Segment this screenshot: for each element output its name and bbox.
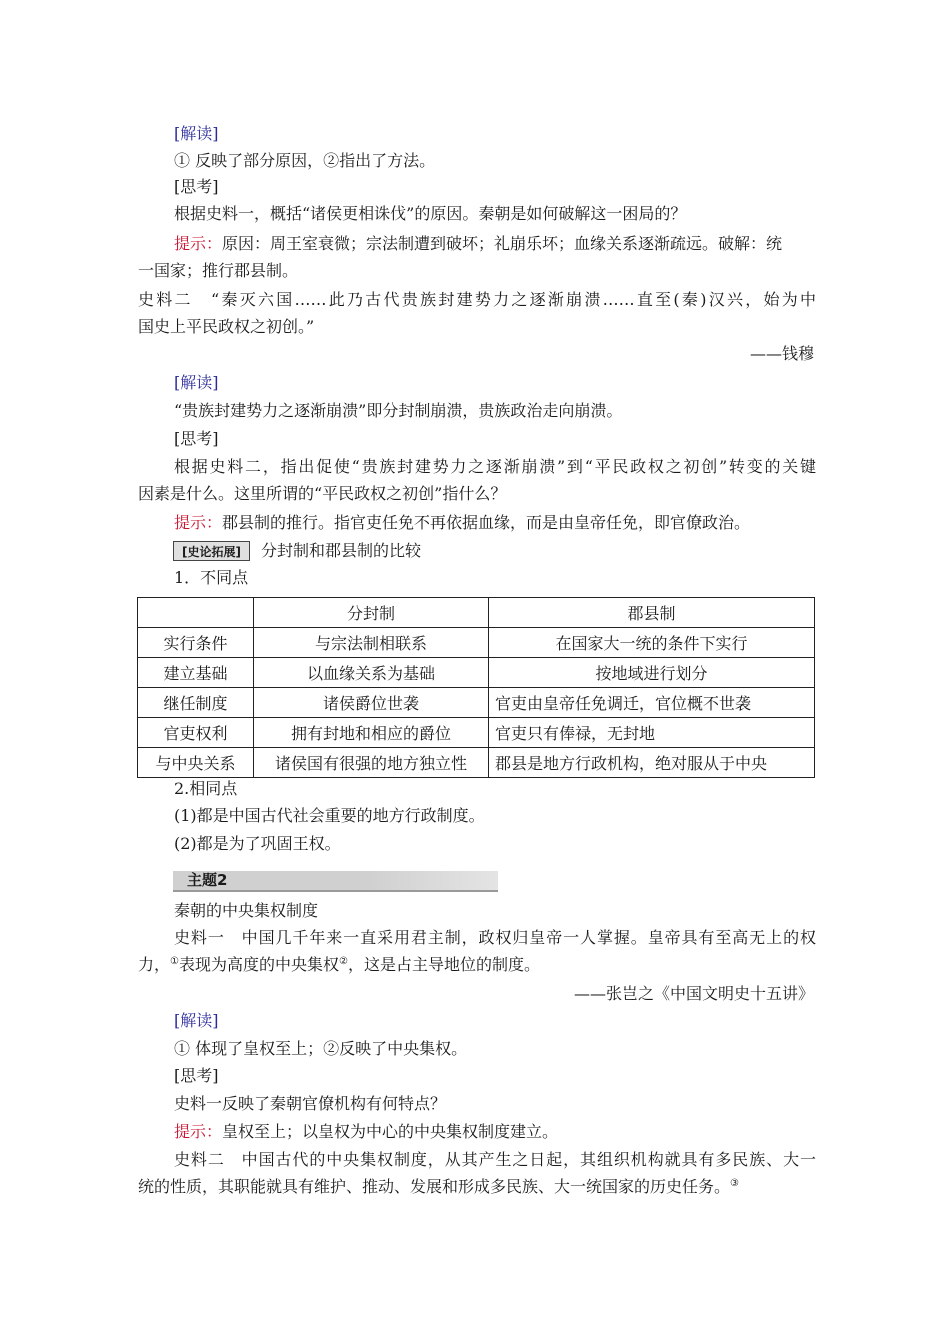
- table-cell: 在国家大一统的条件下实行: [489, 628, 815, 658]
- table-cell: 拥有封地和相应的爵位: [254, 718, 489, 748]
- similarity-item: (1)都是中国古代社会重要的地方行政制度。: [174, 806, 485, 825]
- sikao-label: [思考]: [174, 177, 219, 196]
- table-cell: 诸侯国有很强的地方独立性: [254, 748, 489, 778]
- table-cell: 诸侯爵位世袭: [254, 688, 489, 718]
- question-text: 根据史料二，指出促使“贵族封建势力之逐渐崩溃”到“平民政权之初创”转变的关键: [174, 457, 816, 476]
- footnote-marker: ③: [730, 1178, 739, 1189]
- table-cell: 与宗法制相联系: [254, 628, 489, 658]
- text-run: 力，: [138, 955, 171, 974]
- sikao-label: [思考]: [174, 1066, 219, 1085]
- jiedu-text: ① 体现了皇权至上；②反映了中央集权。: [174, 1039, 468, 1058]
- table-cell: 官吏权利: [138, 718, 254, 748]
- table-header-row: [138, 598, 815, 628]
- question-text: 根据史料一，概括“诸侯更相诛伐”的原因。秦朝是如何破解这一困局的？: [174, 204, 687, 223]
- question-text-cont: 因素是什么。这里所谓的“平民政权之初创”指什么？: [138, 484, 507, 503]
- differences-heading: 1．不同点: [174, 568, 249, 587]
- source-material-2: 史料二 “秦灭六国……此乃古代贵族封建势力之逐渐崩溃……直至(秦)汉兴，始为中: [138, 290, 816, 309]
- hint-label: 提示：: [174, 234, 223, 253]
- theme-title: 秦朝的中央集权制度: [174, 901, 319, 920]
- comparison-table: [137, 597, 815, 778]
- similarities-heading: 2.相同点: [174, 779, 238, 798]
- hint-text: 皇权至上；以皇权为中心的中央集权制度建立。: [222, 1122, 559, 1141]
- table-row: [138, 628, 815, 658]
- hint-paragraph: [174, 512, 750, 534]
- hint-text: 郡县制的推行。指官吏任免不再依据血缘，而是由皇帝任免，即官僚政治。: [222, 513, 751, 532]
- source-material-1: 史料一 中国几千年来一直采用君主制，政权归皇帝一人掌握。皇帝具有至高无上的权: [174, 928, 816, 947]
- question-text: 史料一反映了秦朝官僚机构有何特点？: [174, 1094, 447, 1113]
- theme-banner: [173, 871, 498, 892]
- extension-title: 分封制和郡县制的比较: [261, 541, 422, 560]
- table-header-cell: 分封制: [254, 598, 489, 628]
- hint-paragraph: [174, 233, 782, 255]
- jiedu-text: ① 反映了部分原因，②指出了方法。: [174, 151, 436, 170]
- table-cell: 继任制度: [138, 688, 254, 718]
- table-cell: 官吏由皇帝任免调迁，官位概不世袭: [489, 688, 815, 718]
- sikao-label: [思考]: [174, 429, 219, 448]
- text-run: ，这是占主导地位的制度。: [347, 955, 540, 974]
- table-cell: 官吏只有俸禄，无封地: [489, 718, 815, 748]
- text-run: 统的性质，其职能就具有维护、推动、发展和形成多民族、大一统国家的历史任务。: [138, 1177, 731, 1196]
- table-row: [138, 748, 815, 778]
- source-material-1-cont: [138, 954, 540, 976]
- table-cell: 与中央关系: [138, 748, 254, 778]
- theme-label: 主题2: [187, 871, 228, 889]
- table-row: [138, 658, 815, 688]
- jiedu-label: [解读]: [174, 1011, 219, 1030]
- table-cell: 实行条件: [138, 628, 254, 658]
- table-header-cell: 郡县制: [489, 598, 815, 628]
- table-cell: 以血缘关系为基础: [254, 658, 489, 688]
- footnote-marker: ①: [170, 956, 179, 967]
- hint-label: 提示：: [174, 1122, 223, 1141]
- jiedu-label: [解读]: [174, 124, 219, 143]
- source-material-2-cont: [138, 1176, 739, 1198]
- text-run: 表现为高度的中央集权: [178, 955, 339, 974]
- table-cell: 建立基础: [138, 658, 254, 688]
- source-material-2-cont: 国史上平民政权之初创。”: [138, 317, 315, 336]
- table-cell: 按地域进行划分: [489, 658, 815, 688]
- source-attribution: ——张岂之《中国文明史十五讲》: [573, 984, 814, 1003]
- table-row: [138, 718, 815, 748]
- source-attribution: ——钱穆: [749, 344, 814, 363]
- hint-text: 原因：周王室衰微；宗法制遭到破坏；礼崩乐坏；血缘关系逐渐疏远。破解：统: [222, 234, 783, 253]
- table-row: [138, 688, 815, 718]
- jiedu-label: [解读]: [174, 373, 219, 392]
- table-cell: 郡县是地方行政机构，绝对服从于中央: [489, 748, 815, 778]
- jiedu-text: “贵族封建势力之逐渐崩溃”即分封制崩溃，贵族政治走向崩溃。: [174, 401, 623, 420]
- hint-label: 提示：: [174, 513, 223, 532]
- footnote-marker: ②: [339, 956, 348, 967]
- hint-paragraph: [174, 1121, 558, 1143]
- similarity-item: (2)都是为了巩固王权。: [174, 834, 341, 853]
- hint-text-continued: 一国家；推行郡县制。: [138, 261, 299, 280]
- table-header-cell: [138, 598, 254, 628]
- extension-badge: [史论拓展]: [173, 541, 250, 561]
- source-material-2: 史料二 中国古代的中央集权制度，从其产生之日起，其组织机构就具有多民族、大一: [174, 1150, 816, 1169]
